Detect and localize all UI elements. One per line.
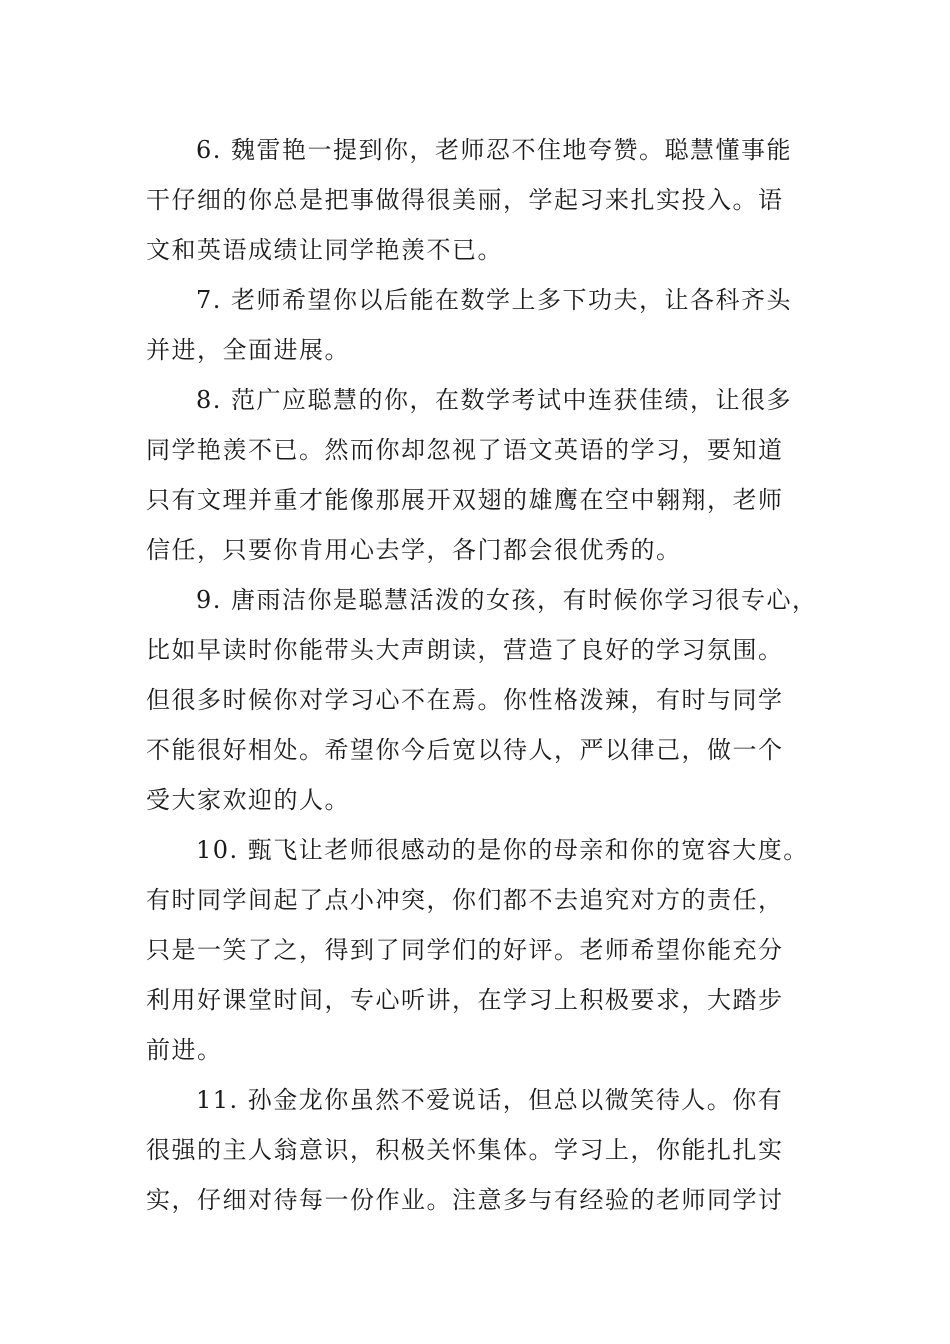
text-line: 11. 孙金龙你虽然不爱说话，但总以微笑待人。你有 [196, 1086, 784, 1114]
text-line: 文和英语成绩让同学艳羡不已。 [146, 236, 503, 264]
paragraph-8 [146, 375, 826, 575]
text-line: 前进。 [146, 1036, 223, 1064]
text-line: 比如早读时你能带头大声朗读，营造了良好的学习氛围。 [146, 636, 784, 664]
text-line: 并进，全面进展。 [146, 336, 350, 364]
paragraph-10 [146, 825, 826, 1075]
text-line: 10. 甄飞让老师很感动的是你的母亲和你的宽容大度。 [196, 836, 809, 864]
text-line: 有时同学间起了点小冲突，你们都不去追究对方的责任， [146, 886, 784, 914]
text-line: 实，仔细对待每一份作业。注意多与有经验的老师同学讨 [146, 1186, 784, 1214]
text-line: 但很多时候你对学习心不在焉。你性格泼辣，有时与同学 [146, 686, 784, 714]
text-line: 8. 范广应聪慧的你，在数学考试中连获佳绩，让很多 [196, 386, 793, 414]
text-line: 不能很好相处。希望你今后宽以待人，严以律己，做一个 [146, 736, 784, 764]
text-line: 6. 魏雷艳一提到你，老师忍不住地夸赞。聪慧懂事能 [196, 136, 793, 164]
text-line: 同学艳羡不已。然而你却忽视了语文英语的学习，要知道 [146, 436, 784, 464]
paragraph-6 [146, 125, 826, 275]
text-line: 信任，只要你肯用心去学，各门都会很优秀的。 [146, 536, 682, 564]
text-line: 很强的主人翁意识，积极关怀集体。学习上，你能扎扎实 [146, 1136, 784, 1164]
text-line: 受大家欢迎的人。 [146, 786, 350, 814]
text-line: 只是一笑了之，得到了同学们的好评。老师希望你能充分 [146, 936, 784, 964]
document-page [146, 125, 826, 1225]
text-line: 只有文理并重才能像那展开双翅的雄鹰在空中翱翔，老师 [146, 486, 784, 514]
text-line: 7. 老师希望你以后能在数学上多下功夫，让各科齐头 [196, 286, 793, 314]
paragraph-9 [146, 575, 826, 825]
text-line: 干仔细的你总是把事做得很美丽，学起习来扎实投入。语 [146, 186, 784, 214]
text-line: 利用好课堂时间，专心听讲，在学习上积极要求，大踏步 [146, 986, 784, 1014]
text-line: 9. 唐雨洁你是聪慧活泼的女孩，有时候你学习很专心， [196, 586, 818, 614]
paragraph-7 [146, 275, 826, 375]
paragraph-11 [146, 1075, 826, 1225]
